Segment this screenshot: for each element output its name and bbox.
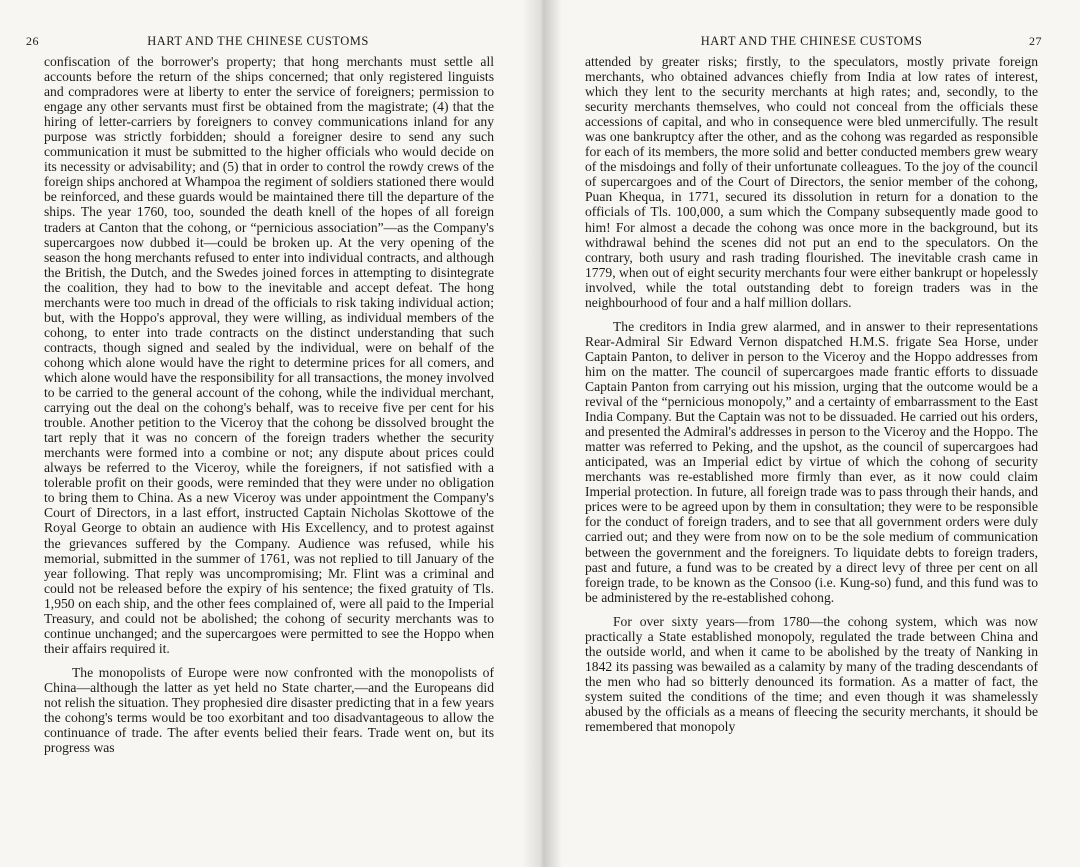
right-page-number: 27 xyxy=(1029,34,1042,48)
left-page-number: 26 xyxy=(26,34,39,48)
right-paragraph-3: For over sixty years—from 1780—the cohong system, which was now practically a State established monopoly, regulated the trade between China and the outside world, and when it came to be abolished by the treaty of Nanking in 1842 its passing was bewailed as a calamity by many of the trading descendants of the men who had so bitterly denounced its formation. As a matter of fact, the system suited the conditions of the time; and even though it was shamelessly abused by the officials as a means of fleecing the security merchants, it should be remembered that monopoly xyxy=(585,613,1038,735)
left-running-head xyxy=(14,30,502,52)
right-page xyxy=(585,30,1042,735)
left-page xyxy=(14,30,502,755)
right-running-title: HART AND THE CHINESE CUSTOMS xyxy=(700,34,923,48)
book-gutter xyxy=(522,0,562,867)
left-running-title: HART AND THE CHINESE CUSTOMS xyxy=(147,34,369,48)
left-paragraph-2: The monopolists of Europe were now confronted with the monopolists of China—although the latter as yet held no State charter,—and the Europeans did not relish the situation. They prophesied dire disaster predicting that in a few years the cohong's terms would be too exorbitant and too disadvantageous to allow the continuance of trade. The after events belied their fears. Trade went on, but its progress was xyxy=(44,664,494,756)
left-paragraph-1: confiscation of the borrower's property; that hong merchants must settle all accounts before the return of the ships concerned; that only registered linguists and compradores were at liberty to enter the service of foreigners; permission to engage any other servants must first be obtained from the magistrate; (4) that the hiring of letter-carriers by foreigners to convey communications inland for any purpose was strictly forbidden; should a foreigner desire to send any such communication it must be submitted to the higher officials who would decide on its necessity or advisability; and (5) that in order to control the rowdy crews of the foreign ships anchored at Whampoa the regiment of soldiers stationed there would be reinforced, and these guards would be maintained there till the departure of the ships. The year 1760, too, sounded the death knell of the hopes of all foreign traders at Canton that the cohong, or “pernicious association”—as the Company's supercargoes now dubbed it—could be broken up. At the very opening of the season the hong merchants refused to enter into individual contracts, and although the British, the Dutch, and the Swedes joined forces in attempting to disintegrate the coalition, they had to bow to the inevitable and accept defeat. The hong merchants were too much in dread of the officials to risk taking individual action; but, with the Hoppo's approval, they were willing, as individual members of the cohong, to enter into trade contracts on the distinct understanding that such contracts, though signed and sealed by the individual, were on behalf of the cohong which alone would have the right to determine prices for all comers, and which alone would have the responsibility for all transactions, the money involved to be carried to the general account of the cohong, while the individual merchant, carrying out the deal on the cohong's behalf, was to receive five per cent for his trouble. Another petition to the Viceroy that the cohong be dissolved brought the tart reply that it was no concern of the foreign traders whether the security merchants were formed into a combine or not; any dispute about prices could always be referred to the Viceroy, while the foreigners, if not satisfied with a tolerable profit on their goods, were reminded that they were under no obligation to bring them to China. As a new Viceroy was under appointment the Company's Court of Directors, in a last effort, instructed Captain Nicholas Skottowe of the Royal George to obtain an audience with His Excellency, and to protest against the grievances suffered by the Company. Audience was refused, while his memorial, submitted in the summer of 1761, was not replied to till January of the year following. That reply was uncompromising; Mr. Flint was a criminal and could not be released before the expiry of his sentence; the fixed gratuity of Tls. 1,950 on each ship, and the other fees complained of, were all paid to the Imperial Treasury, and could not be abolished; the cohong of security merchants was to continue unchanged; and the supercargoes were permitted to see the Hoppo when their affairs required it. xyxy=(44,54,494,656)
right-body-text xyxy=(585,54,1038,734)
right-paragraph-2: The creditors in India grew alarmed, and in answer to their representations Rear-Admiral Sir Edward Vernon dispatched H.M.S. frigate Sea Horse, under Captain Panton, to deliver in person to the Viceroy and the Hoppo addresses from him on the matter. The council of supercargoes made frantic efforts to dissuade Captain Panton from carrying out his mission, urging that the outcome would be a revival of the “pernicious monopoly,” and a certainty of embarrassment to the East India Company. But the Captain was not to be dissuaded. He carried out his orders, and presented the Admiral's addresses in person to the Viceroy and the Hoppo. The matter was referred to Peking, and the upshot, as the council of supercargoes had anticipated, was an Imperial edict by virtue of which the cohong of security merchants was re-established more firmly than ever, as it now could claim Imperial protection. In future, all foreign trade was to pass through their hands, and prices were to be agreed upon by them in consultation; they were to be responsible for the conduct of foreign traders, and to see that all government orders were duly carried out; and they were from now on to be the sole medium of communication between the government and the foreigners. To liquidate debts to foreign traders, past and future, a fund was to be created by a direct levy of three per cent on all foreign trade, to be known as the Consoo (i.e. Kung-so) fund, and this fund was to be administered by the re-established cohong. xyxy=(585,318,1038,605)
left-body-text xyxy=(14,54,502,755)
right-paragraph-1: attended by greater risks; firstly, to the speculators, mostly private foreign merchants, who obtained advances chiefly from India at low rates of interest, which they lent to the security merchants at high rates; and, secondly, to the security merchants themselves, who could not conceal from the officials these accessions of capital, and who in consequence were bled unmercifully. The result was one bankruptcy after the other, and as the cohong was regarded as responsible for each of its members, the more solid and better conducted members grew weary of the misdoings and folly of their unfortunate colleagues. To the joy of the council of supercargoes and of the Court of Directors, the senior member of the cohong, Puan Khequa, in 1771, secured its dissolution in return for a donation to the officials of Tls. 100,000, a sum which the Company subsequently made good to him! For almost a decade the cohong was once more in the background, but its withdrawal behind the scenes did not put an end to the speculators. On the contrary, both usury and rash trading flourished. The inevitable crash came in 1779, when out of eight security merchants four were either bankrupt or hopelessly involved, while the total outstanding debt to foreign traders was in the neighbourhood of four and a half million dollars. xyxy=(585,54,1038,310)
right-running-head xyxy=(585,30,1042,52)
